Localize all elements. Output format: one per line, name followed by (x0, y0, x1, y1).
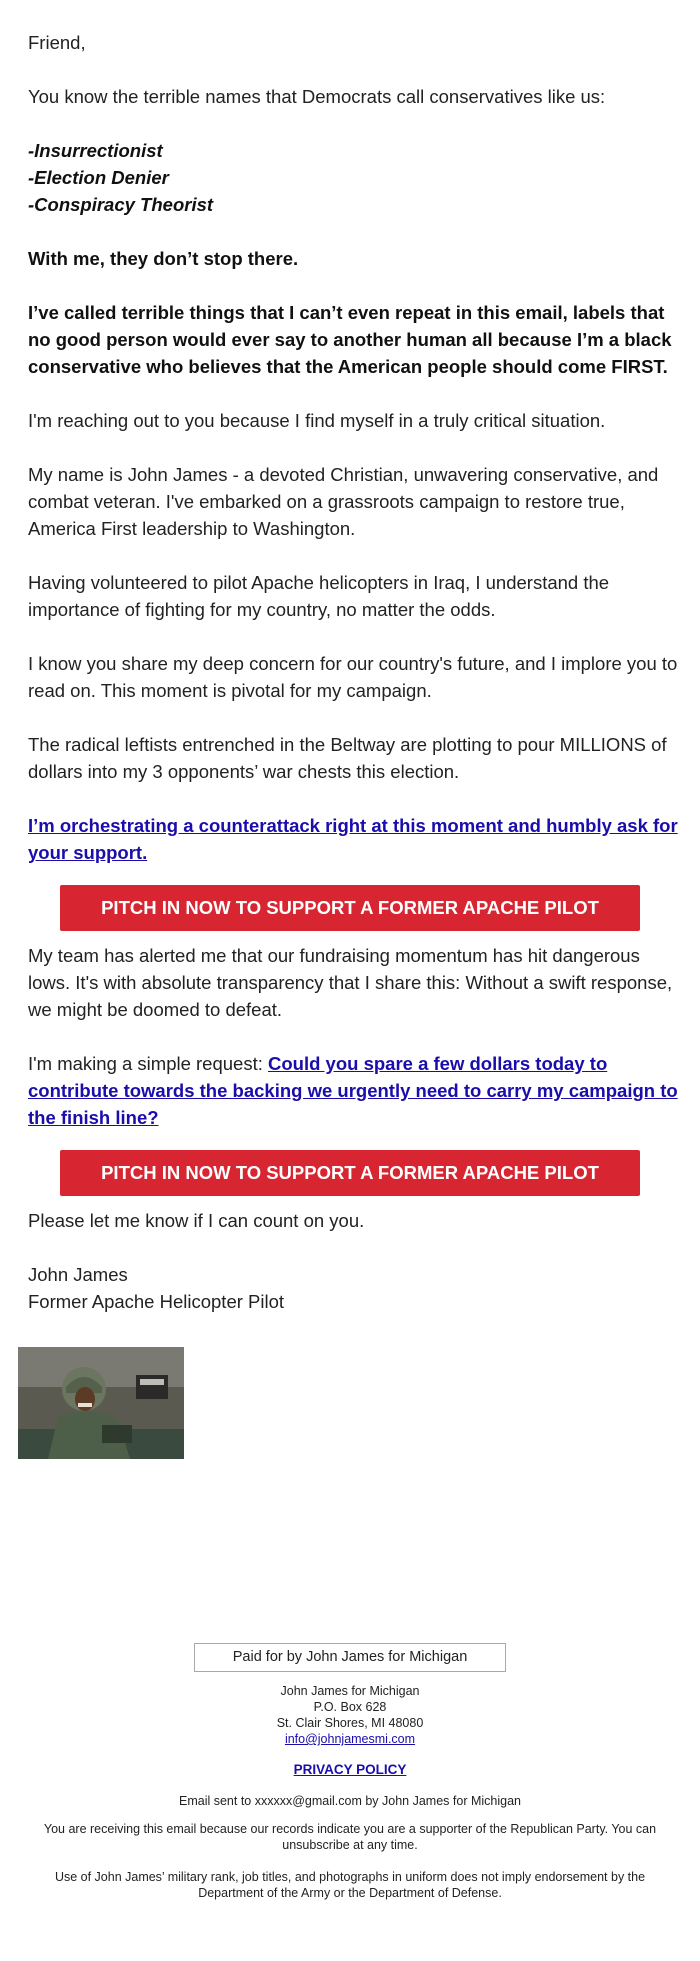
pilot-photo (18, 1347, 184, 1459)
sent-to-notice: Email sent to xxxxxx@gmail.com by John James for Michigan (179, 1794, 521, 1808)
spare-dollars-link[interactable]: Could you spare a few dollars today to contribute towards the backing we urgently need to carry my campaign to the finish line? (28, 1053, 678, 1128)
names-list (28, 137, 678, 218)
name-item: -Insurrectionist (28, 140, 163, 161)
paragraph: My team has alerted me that our fundraising momentum has hit dangerous lows. It's with absolute transparency that I share this: Without a swift response, we might be doomed to defeat. (28, 945, 673, 1020)
paragraph: The radical leftists entrenched in the Beltway are plotting to pour MILLIONS of dollars into my 3 opponents’ war chests this election. (28, 734, 667, 782)
supporter-notice: You are receiving this email because our records indicate you are a supporter of the Republican Party. You can unsubscribe at any time. (43, 1822, 657, 1852)
paragraph: My name is John James - a devoted Christian, unwavering conservative, and combat veteran. I've embarked on a grassroots campaign to restore true, America First leadership to Washington. (28, 464, 659, 539)
request-prefix: I'm making a simple request: (28, 1053, 269, 1074)
contact-email-link[interactable]: info@johnjamesmi.com (284, 1732, 416, 1746)
signature-name: John James (28, 1264, 128, 1285)
donate-button[interactable]: PITCH IN NOW TO SUPPORT A FORMER APACHE PILOT (60, 1150, 640, 1196)
name-item: -Election Denier (28, 167, 169, 188)
name-item: -Conspiracy Theorist (28, 194, 214, 215)
email-body (28, 29, 678, 1342)
donate-button[interactable]: PITCH IN NOW TO SUPPORT A FORMER APACHE PILOT (60, 885, 640, 931)
intro-text: You know the terrible names that Democrats call conservatives like us: (28, 86, 606, 107)
request-paragraph (28, 1050, 678, 1131)
counterattack-link[interactable]: I’m orchestrating a counterattack right at this moment and humbly ask for your support. (28, 815, 678, 863)
bold-statement-2: I’ve called terrible things that I can’t even repeat in this email, labels that no good person would ever say to another human all because I’m a black conservative who believes that the American people should come FIRST. (28, 302, 672, 377)
city-address: St. Clair Shores, MI 48080 (276, 1716, 424, 1730)
paragraph: I know you share my deep concern for our country's future, and I implore you to read on. This moment is pivotal for my campaign. (28, 653, 678, 701)
paragraph: Having volunteered to pilot Apache helicopters in Iraq, I understand the importance of fighting for my country, no matter the odds. (28, 572, 610, 620)
greeting: Friend, (28, 32, 86, 53)
closing-text: Please let me know if I can count on you. (28, 1210, 365, 1231)
bold-statement-1: With me, they don’t stop there. (28, 248, 299, 269)
privacy-policy-link[interactable]: PRIVACY POLICY (293, 1762, 407, 1777)
signature-title: Former Apache Helicopter Pilot (28, 1291, 285, 1312)
paragraph: I'm reaching out to you because I find myself in a truly critical situation. (28, 410, 606, 431)
signature (28, 1261, 678, 1315)
org-name: John James for Michigan (280, 1684, 420, 1698)
pilot-in-cockpit-image (18, 1347, 184, 1459)
footer (0, 1643, 700, 1901)
po-box: P.O. Box 628 (313, 1700, 387, 1714)
military-disclaimer: Use of John James’ military rank, job titles, and photographs in uniform does not imply endorsement by the Department of the Army or the Department of Defense. (54, 1870, 646, 1900)
support-paragraph (28, 812, 678, 866)
paid-for-disclaimer: Paid for by John James for Michigan (194, 1643, 506, 1672)
